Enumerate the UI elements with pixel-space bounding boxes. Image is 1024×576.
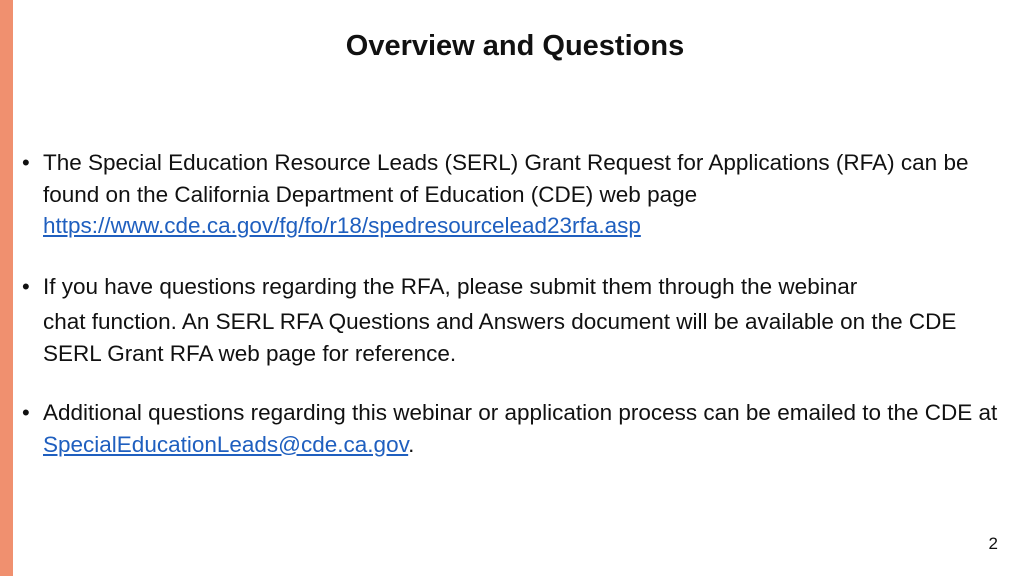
bullet-text: The Special Education Resource Leads (SERL) Grant Request for Applications (RFA) can be found on the California Department of Education (CDE) web page — [43, 150, 969, 207]
bullet-dot-icon: • — [22, 400, 30, 425]
bullet-text-part1: If you have questions regarding the RFA, please submit them through the webinar — [43, 273, 858, 299]
bullet-text-part2: chat function. An SERL RFA Questions and Answers document will be available on the CDE SERL Grant RFA web page for reference. — [43, 309, 957, 366]
email-link[interactable]: SpecialEducationLeads@cde.ca.gov — [43, 431, 409, 457]
bullet-suffix: . — [408, 431, 415, 457]
bullet-item-rfa-location — [22, 147, 1012, 242]
bullet-item-email — [22, 397, 1012, 460]
rfa-webpage-link[interactable]: https://www.cde.ca.gov/fg/fo/r18/spedresourcelead23rfa.asp — [43, 213, 641, 238]
bullet-item-questions — [22, 271, 1012, 370]
bullet-list — [22, 147, 1012, 460]
slide-title: Overview and Questions — [345, 30, 685, 62]
bullet-text: Additional questions regarding this webinar or application process can be emailed to the CDE at — [43, 400, 998, 425]
bullet-dot-icon: • — [22, 150, 30, 175]
bullet-dot-icon: • — [22, 273, 30, 299]
page-number: 2 — [988, 534, 998, 553]
accent-bar — [0, 0, 13, 576]
